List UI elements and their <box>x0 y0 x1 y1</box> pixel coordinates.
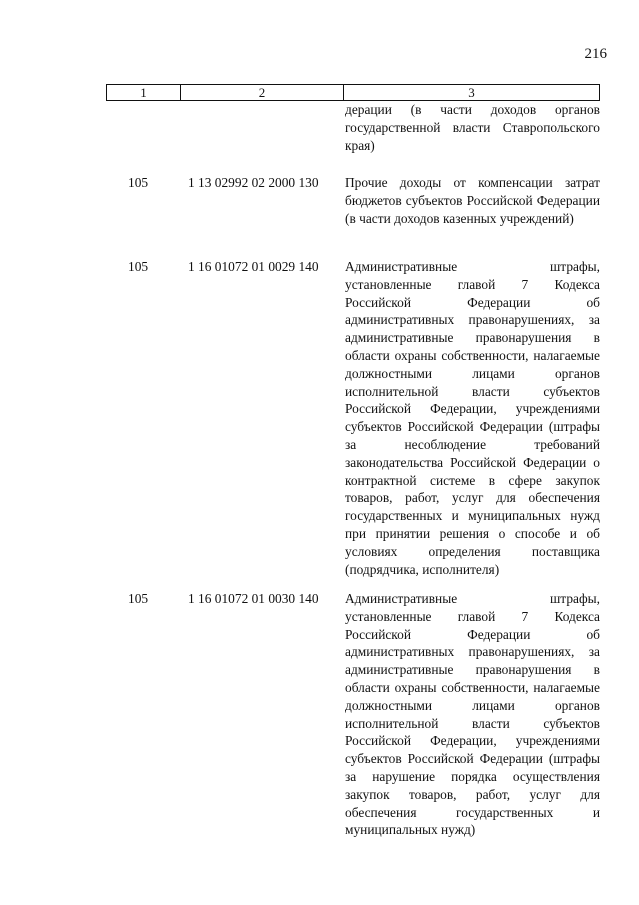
kbk-code: 1 13 02992 02 2000 130 <box>188 175 319 190</box>
admin-code: 105 <box>128 175 149 190</box>
admin-code: 105 <box>128 259 149 274</box>
kbk-code: 1 16 01072 01 0029 140 <box>188 259 319 274</box>
row-description: Административные штрафы, установленные главой 7 Кодекса Российской Федерации об административных правонарушениях, за административные правонарушения в области охраны собственности, налагаемые должностными лицами органов исполнительной власти субъектов Российской Федерации, учреждениями субъектов Российской Федерации (штрафы за несоблюдение требований законодательства Российской Федерации о контрактной системе в сфере закупок товаров, работ, услуг для обеспечения государственных и муниципальных нужд при принятии решения о способе и об условиях определения поставщика (подрядчика, исполнителя) <box>345 259 600 577</box>
row-description: Административные штрафы, установленные главой 7 Кодекса Российской Федерации об административных правонарушениях, за административные правонарушения в области охраны собственности, налагаемые должностными лицами органов исполнительной власти субъектов Российской Федерации, учреждениями субъектов Российской Федерации (штрафы за нарушение порядка осуществления закупок товаров, работ, услуг для обеспечения государственных и муниципальных нужд) <box>345 591 600 838</box>
header-col-1: 1 <box>107 85 181 100</box>
row-description: Прочие доходы от компенсации затрат бюджетов субъектов Российской Федерации (в части доходов казенных учреждений) <box>345 175 600 226</box>
page-number: 216 <box>584 46 607 62</box>
header-col-2: 2 <box>181 85 344 100</box>
kbk-code: 1 16 01072 01 0030 140 <box>188 591 319 606</box>
table-header <box>106 84 600 101</box>
continuation-text: дерации (в части доходов органов государственной власти Ставропольского края) <box>345 102 600 153</box>
header-col-3: 3 <box>468 85 475 100</box>
admin-code: 105 <box>128 591 149 606</box>
